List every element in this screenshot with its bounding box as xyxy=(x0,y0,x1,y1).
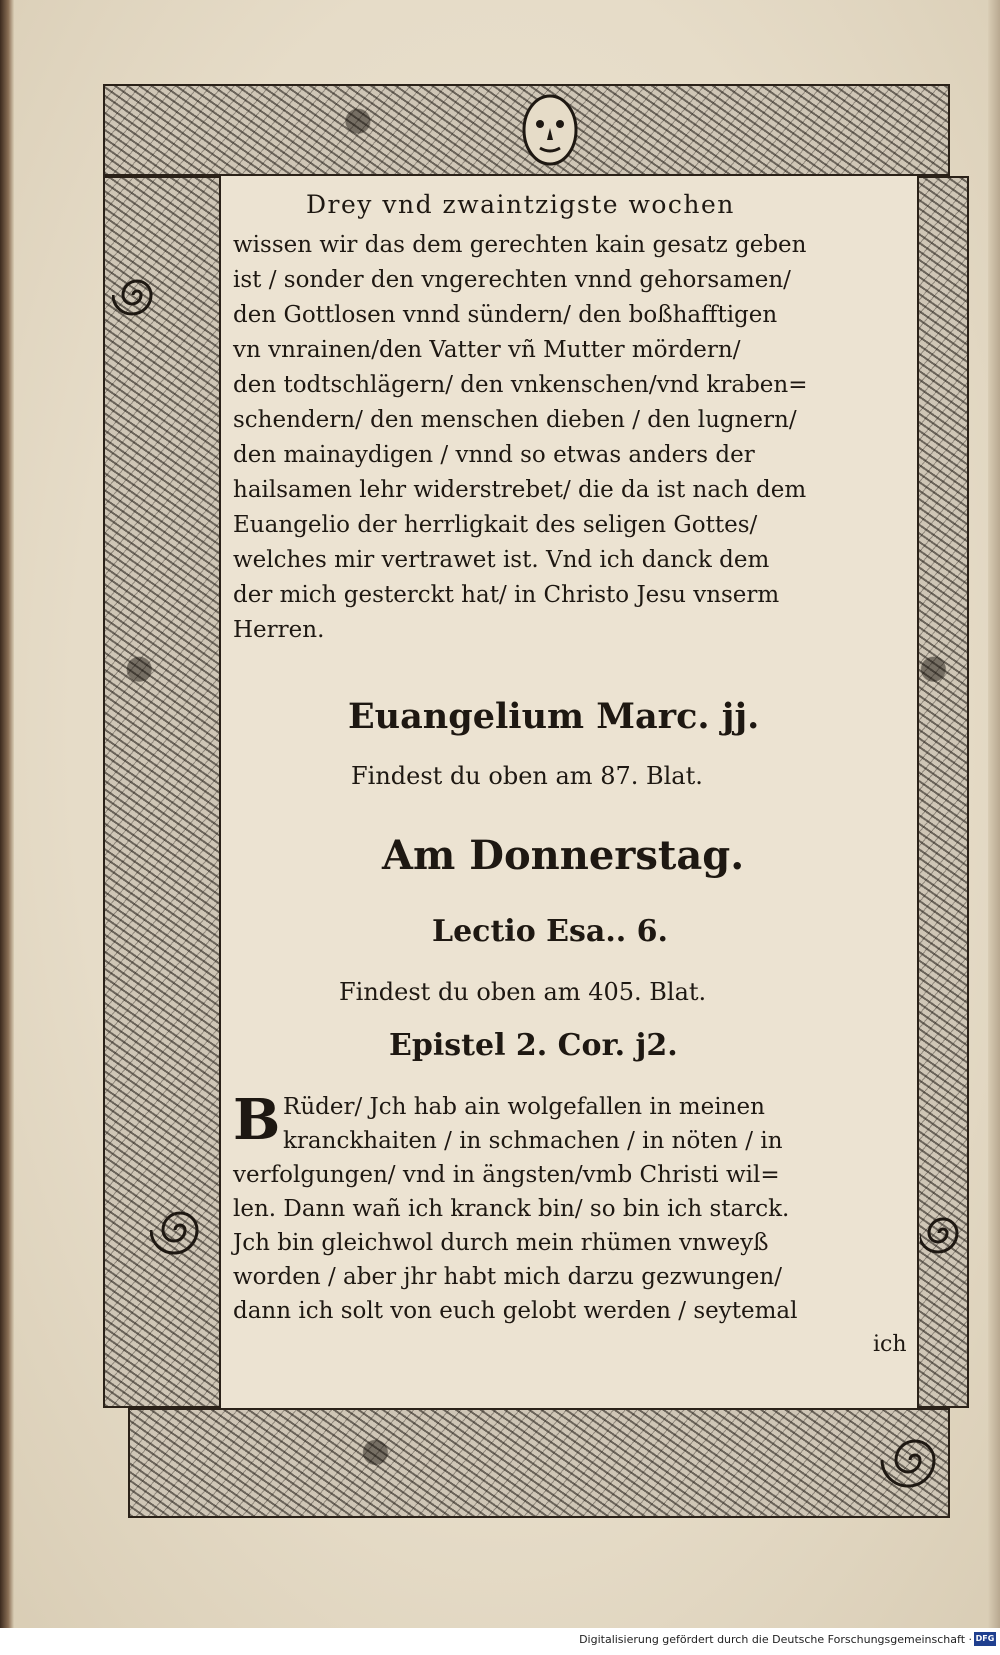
epistle-line: len. Dann wañ ich kranck bin/ so bin ich starck. xyxy=(233,1196,790,1222)
body-line: der mich gesterckt hat/ in Christo Jesu vnserm xyxy=(233,582,780,608)
woodcut-border-left xyxy=(103,176,221,1408)
body-line: den todtschlägern/ den vnkenschen/vnd kraben= xyxy=(233,372,808,398)
running-head: Drey vnd zwaintzigste wochen xyxy=(306,190,735,219)
body-line: den Gottlosen vnnd sündern/ den boßhafftigen xyxy=(233,302,778,328)
epistle-line: Jch bin gleichwol durch mein rhümen vnweyß xyxy=(233,1230,769,1256)
heading-evangelium: Euangelium Marc. jj. xyxy=(348,696,760,737)
body-line: hailsamen lehr widerstrebet/ die da ist nach dem xyxy=(233,477,807,503)
epistle-line: kranckhaiten / in schmachen / in nöten / in xyxy=(283,1128,783,1154)
epistle-line: dann ich solt von euch gelobt werden / seytemal xyxy=(233,1298,798,1324)
body-line: Euangelio der herrligkait des seligen Gottes/ xyxy=(233,512,758,538)
epistle-line: verfolgungen/ vnd in ängsten/vmb Christi wil= xyxy=(233,1162,780,1188)
page-edge xyxy=(988,0,1000,1628)
body-line: wissen wir das dem gerechten kain gesatz geben xyxy=(233,232,807,258)
body-line: schendern/ den menschen dieben / den lugnern/ xyxy=(233,407,797,433)
body-line: Herren. xyxy=(233,617,325,643)
page-gutter-shadow xyxy=(0,0,14,1628)
epistle-line: Rüder/ Jch hab ain wolgefallen in meinen xyxy=(283,1094,765,1120)
catchword: ich xyxy=(873,1332,907,1357)
reference-line: Findest du oben am 405. Blat. xyxy=(339,978,707,1006)
reference-line: Findest du oben am 87. Blat. xyxy=(351,762,703,790)
drop-cap: B xyxy=(233,1087,281,1153)
epistle-line: worden / aber jhr habt mich darzu gezwungen/ xyxy=(233,1264,782,1290)
woodcut-border-top xyxy=(103,84,950,176)
body-line: ist / sonder den vngerechten vnnd gehorsamen/ xyxy=(233,267,791,293)
woodcut-border-bottom xyxy=(128,1408,950,1518)
heading-lectio: Lectio Esa.. 6. xyxy=(432,914,669,949)
body-line: vn vnrainen/den Vatter vñ Mutter mördern/ xyxy=(233,337,741,363)
body-line: welches mir vertrawet ist. Vnd ich danck dem xyxy=(233,547,770,573)
dfg-logo: DFG xyxy=(974,1632,996,1646)
digitization-credit: Digitalisierung gefördert durch die Deutsche Forschungsgemeinschaft · xyxy=(579,1633,972,1646)
woodcut-border-right xyxy=(917,176,969,1408)
body-line: den mainaydigen / vnnd so etwas anders der xyxy=(233,442,755,468)
heading-day: Am Donnerstag. xyxy=(382,832,745,879)
text-block xyxy=(221,176,917,1408)
heading-epistel: Epistel 2. Cor. j2. xyxy=(389,1028,678,1063)
